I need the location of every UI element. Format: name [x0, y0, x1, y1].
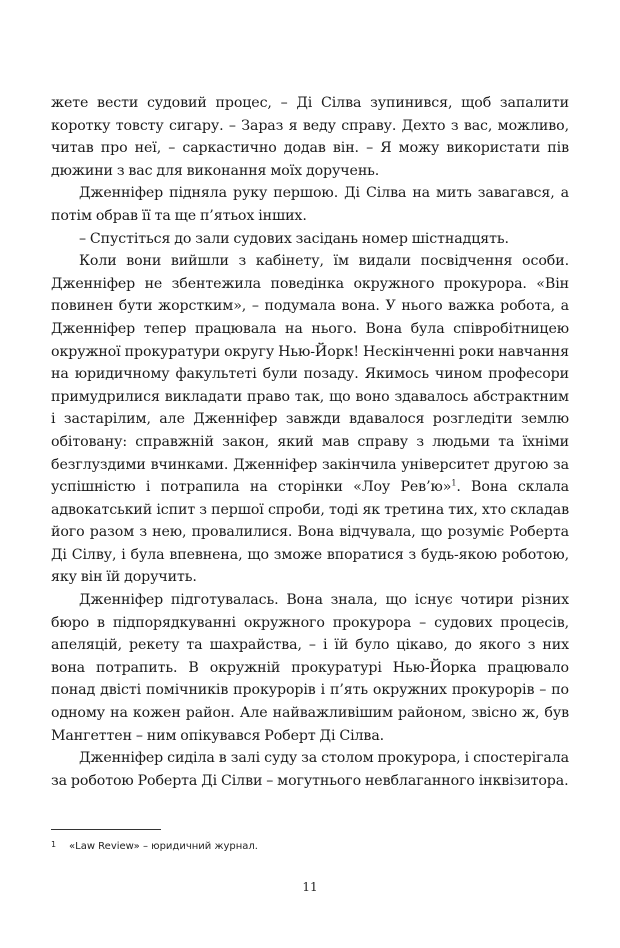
body-text	[51, 92, 569, 792]
paragraph-5: Дженніфер підготувалась. Вона знала, що існує чотири різних бюро в підпорядкуванні окружного прокурора – судових процесів, апеляцій, рекету та шахрайства, – і їй було цікаво, до якого з них вона потрапить. В окружній прокуратурі Нью-Йорка працювало понад двісті помічників прокурорів і п’ять окружних прокурорів – по одному на кожен район. Але найважливішим районом, звісно ж, був Мангеттен – ним опікувався Роберт Ді Сілва.	[51, 592, 569, 744]
paragraph-6: Дженніфер сиділа в залі суду за столом прокурора, і спостерігала за роботою Роберта Ді Сілви – могутнього невблаганного інквізитора.	[51, 750, 569, 789]
paragraph-1: жете вести судовий процес, – Ді Сілва зупинився, щоб запалити коротку товсту сигару. – Зараз я веду справу. Дехто з вас, можливо, читав про неї, – саркастично додав він. – Я можу використати пів дюжини з вас для виконання моїх доручень.	[51, 95, 569, 179]
paragraph-4-part-1: Коли вони вийшли з кабінету, їм видали посвідчення особи. Дженніфер не збентежила поведінка окружного прокурора. «Він повинен бути жорстким», – подумала вона. У нього важка робота, а Дженніфер тепер працювала на нього. Вона була співробітницею окружної прокуратури округу Нью-Йорк! Нескінченні роки навчання на юридичному факультеті були позаду. Якимось чином професори примудрилися викладати право так, що воно здавалось абстрактним і застарілим, але Дженніфер завжди вдавалося розгледіти землю обітовану: справжній закон, який мав справу з людьми та їхніми безглуздими вчинками. Дженніфер закінчила університет другою за успішністю і потрапила на сторінки «Лоу Рев’ю»	[51, 253, 569, 496]
footnote-divider	[51, 829, 161, 830]
footnote-number: 1	[51, 840, 57, 849]
paragraph-4	[51, 250, 569, 589]
footnote	[51, 838, 569, 854]
footnote-text: «Law Review» – юридичний журнал.	[69, 841, 258, 852]
footnote-reference: 1	[451, 478, 457, 488]
paragraph-3: – Спустіться до зали судових засідань номер шістнадцять.	[79, 230, 509, 247]
paragraph-2: Дженніфер підняла руку першою. Ді Сілва на мить завагався, а потім обрав її та ще п’ятьох інших.	[51, 185, 569, 224]
page-number: 11	[302, 880, 318, 894]
paragraph-4-part-2: . Вона склала адвокатський іспит з першої спроби, тоді як третина тих, хто складав його разом з нею, провалилися. Вона відчувала, що розуміє Роберта Ді Сілву, і була впевнена, що зможе впоратися з будь-якою роботою, яку він їй доручить.	[51, 479, 569, 586]
